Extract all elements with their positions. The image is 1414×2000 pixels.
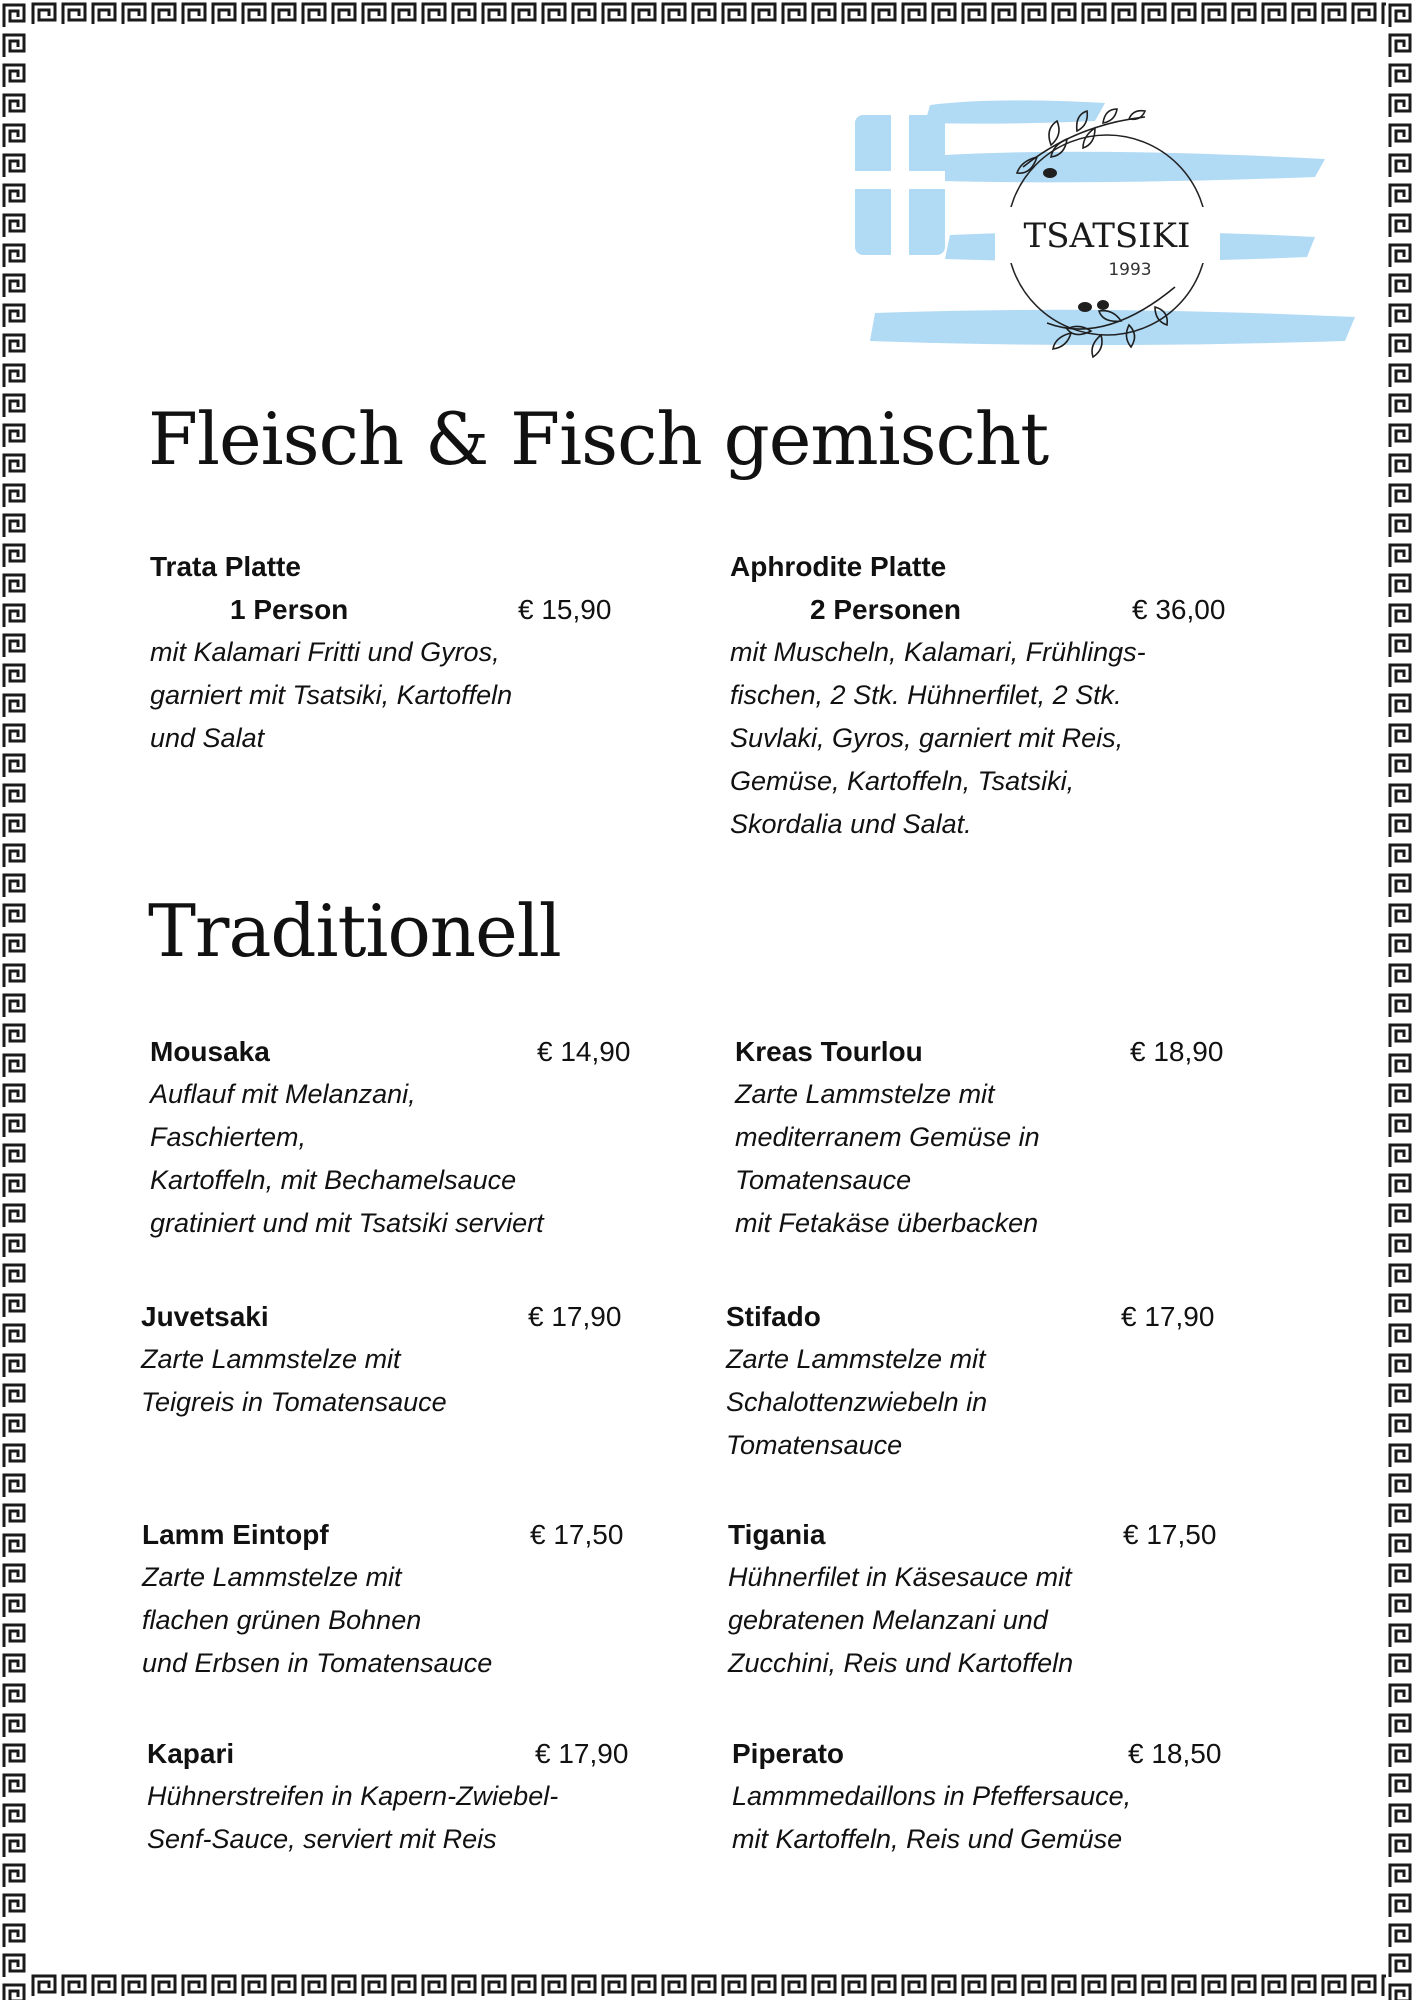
item-price: € 15,90 — [518, 594, 612, 625]
item-price: € 17,50 — [530, 1519, 624, 1550]
item-price: € 17,90 — [535, 1738, 629, 1769]
menu-item-lamm-eintopf — [142, 1513, 642, 1685]
item-name: Stifado — [726, 1301, 821, 1332]
menu-item-juvetsaki — [141, 1295, 641, 1424]
greek-key-border-bottom — [0, 1972, 1414, 2000]
menu-item-piperato — [732, 1732, 1242, 1861]
section-title-mixed: Fleisch & Fisch gemischt — [148, 397, 1049, 481]
item-name: Piperato — [732, 1738, 845, 1769]
item-price: € 18,90 — [1130, 1036, 1224, 1067]
greek-key-border-left — [0, 0, 28, 2000]
item-price: € 17,90 — [528, 1301, 622, 1332]
item-price: € 17,50 — [1123, 1519, 1217, 1550]
menu-item-mousaka — [150, 1030, 650, 1245]
menu-item-trata-platte — [150, 545, 630, 760]
menu-item-kreas-tourlou — [735, 1030, 1245, 1245]
logo-year: 1993 — [1108, 260, 1152, 280]
menu-item-aphrodite-platte — [730, 545, 1250, 846]
item-description: Zarte Lammstelze mit Teigreis in Tomatensauce — [141, 1344, 447, 1417]
item-description: Hühnerstreifen in Kapern-Zwiebel- Senf-Sauce, serviert mit Reis — [147, 1781, 559, 1854]
item-price: € 17,90 — [1121, 1301, 1215, 1332]
menu-item-stifado — [726, 1295, 1236, 1467]
item-name: Trata Platte — [150, 551, 301, 582]
item-persons: 1 Person — [230, 594, 349, 625]
item-description: Lammmedaillons in Pfeffersauce, mit Kartoffeln, Reis und Gemüse — [732, 1781, 1132, 1854]
item-description: Zarte Lammstelze mit flachen grünen Bohnen und Erbsen in Tomatensauce — [142, 1562, 493, 1678]
item-description: Zarte Lammstelze mit Schalottenzwiebeln in Tomatensauce — [726, 1344, 988, 1460]
item-name: Juvetsaki — [141, 1301, 269, 1332]
menu-item-tigania — [728, 1513, 1238, 1685]
item-name: Kreas Tourlou — [735, 1036, 923, 1067]
item-description: Zarte Lammstelze mit mediterranem Gemüse in Tomatensauce mit Fetakäse überbacken — [735, 1079, 1040, 1238]
item-description: mit Kalamari Fritti und Gyros, garniert mit Tsatsiki, Kartoffeln und Salat — [150, 637, 513, 753]
tsatsiki-logo — [845, 95, 1355, 395]
item-name: Lamm Eintopf — [142, 1519, 329, 1550]
item-name: Mousaka — [150, 1036, 270, 1067]
item-name: Aphrodite Platte — [730, 551, 947, 582]
greek-key-border-top — [0, 0, 1414, 28]
item-price: € 14,90 — [537, 1036, 631, 1067]
menu-item-kapari — [147, 1732, 647, 1861]
greek-key-border-right — [1386, 0, 1414, 2000]
item-description: Hühnerfilet in Käsesauce mit gebratenen Melanzani und Zucchini, Reis und Kartoffeln — [728, 1562, 1074, 1678]
item-price: € 36,00 — [1132, 594, 1226, 625]
item-description: mit Muscheln, Kalamari, Frühlings- fischen, 2 Stk. Hühnerfilet, 2 Stk. Suvlaki, Gyros, garniert mit Reis, Gemüse, Kartoffeln, Tsatsiki, Skordalia und Salat. — [730, 637, 1146, 839]
item-name: Kapari — [147, 1738, 235, 1769]
logo-brand-name: TSATSIKI — [1023, 216, 1191, 256]
section-title-traditional: Traditionell — [148, 889, 561, 973]
item-persons: 2 Personen — [810, 594, 961, 625]
item-name: Tigania — [728, 1519, 826, 1550]
item-description: Auflauf mit Melanzani, Faschiertem, Kartoffeln, mit Bechamelsauce gratiniert und mit Tsatsiki serviert — [150, 1079, 544, 1238]
item-price: € 18,50 — [1128, 1738, 1222, 1769]
